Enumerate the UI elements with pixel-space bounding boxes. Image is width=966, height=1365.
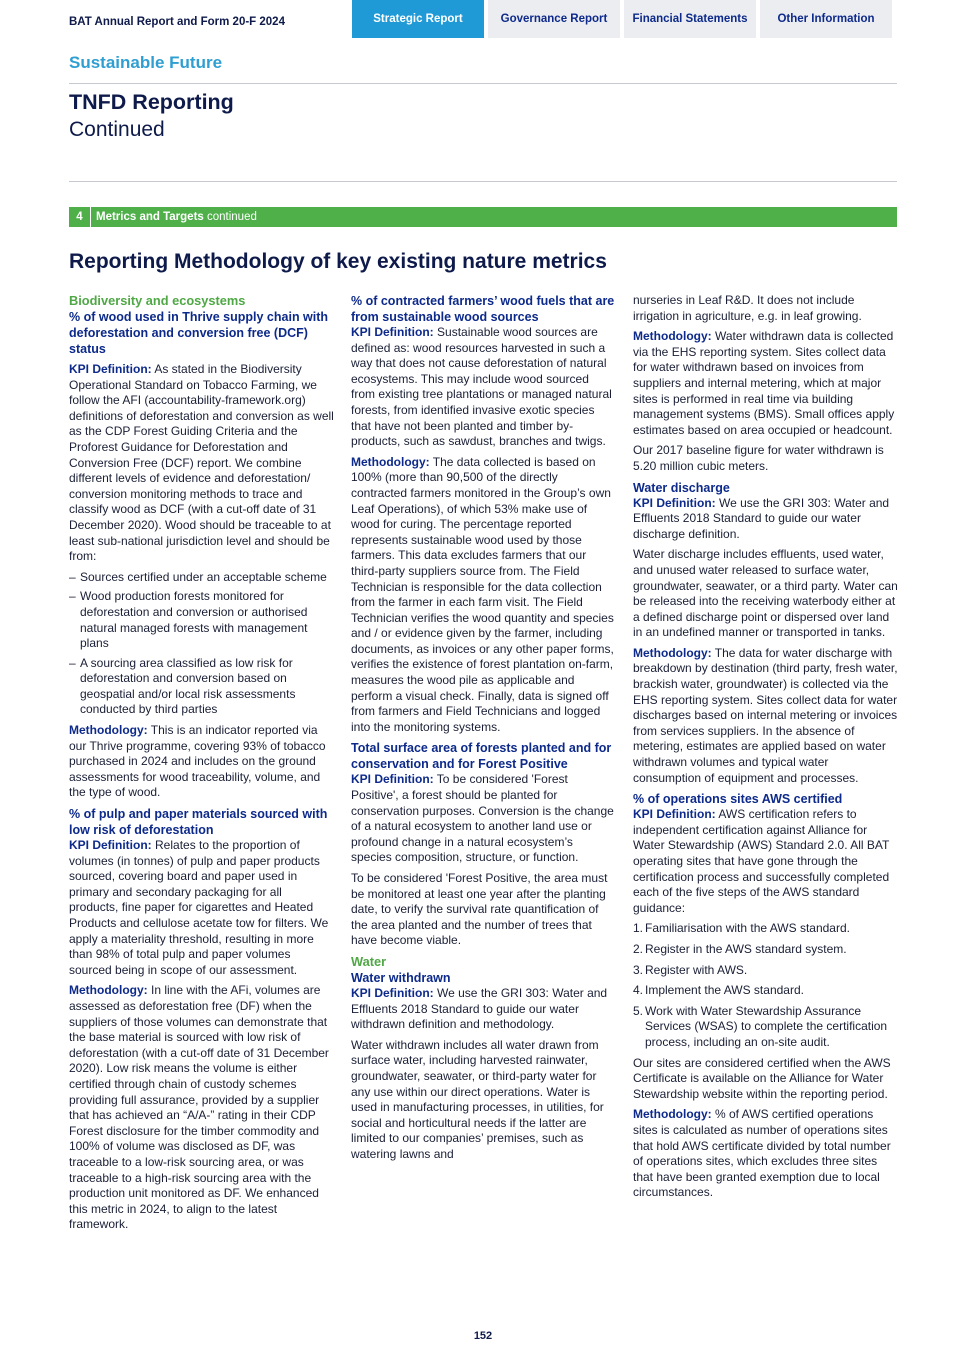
list-item [633, 921, 898, 937]
page-title: TNFD Reporting [69, 90, 234, 114]
kpi-label: KPI Definition: [69, 362, 152, 376]
aws-steps-list [633, 921, 898, 1050]
paragraph [633, 646, 898, 786]
paragraph: Our sites are considered certified when the AWS Certificate is available on the Alliance for Water Stewardship website within the reporting period. [633, 1055, 891, 1101]
step-text: Register with AWS. [645, 962, 748, 977]
paragraph [633, 496, 898, 543]
paragraph: Our 2017 baseline figure for water withdrawn is 5.20 million cubic meters. [633, 443, 884, 473]
paragraph-text: This is an indicator reported via our Thrive programme, covering 93% of tobacco purchased in 2024 and includes on the ground assessments for wood traceability, volume, and the type of wood. [69, 723, 326, 800]
page-subtitle: Continued [69, 118, 165, 141]
methodology-label: Methodology: [69, 723, 148, 738]
step-number: 3. [633, 962, 644, 977]
step-text: Register in the AWS standard system. [645, 941, 847, 956]
kpi-label: KPI Definition: [633, 807, 716, 822]
column-1 [69, 293, 334, 1238]
metric-heading: Water withdrawn [351, 970, 451, 985]
paragraph-text: As stated in the Biodiversity Operational Standard on Tobacco Farming, we follow the AFI (accountability-framework.org) definitions of deforestation and conversion as well as the CDP Forest Guiding Criteria and the Proforest Guidance for Deforestation and Conversion Free (DCF) report. We combine different levels of evidence and deforestation/ conversion monitoring methods to trace and classify wood as DCF (with a cut-off date of 31 December 2020). Wood should be traceable to at least sub-national jurisdiction level and should be from: [69, 362, 334, 564]
section-bar-suffix: continued [207, 211, 257, 223]
step-number: 4. [633, 983, 644, 998]
water-heading: Water [351, 953, 387, 969]
paragraph-text: We use the GRI 303: Water and Effluents 2018 Standard to guide our water discharge definition. [633, 495, 890, 541]
paragraph [351, 455, 616, 736]
methodology-label: Methodology: [69, 983, 148, 998]
tab-governance-report[interactable]: Governance Report [488, 0, 620, 38]
list-item [633, 1004, 898, 1051]
column-2 [351, 293, 616, 1168]
kpi-label: KPI Definition: [351, 325, 434, 339]
paragraph: To be considered 'Forest Positive, the area must be monitored at least one year after the planting date, to verify the survival rate quantification of the area planted and the number of trees that have become viable. [351, 871, 608, 948]
paragraph [351, 986, 616, 1033]
tab-strategic-report[interactable]: Strategic Report [352, 0, 484, 38]
metric-heading: % of wood used in Thrive supply chain with deforestation and conversion free (DCF) status [69, 310, 329, 356]
step-number: 5. [633, 1003, 644, 1018]
tab-financial-statements[interactable]: Financial Statements [624, 0, 756, 38]
section-number: 4 [69, 207, 91, 227]
paragraph-text: Sustainable wood sources are defined as: wood resources harvested in such a way that does not cause deforestation of natural ecosystems. This may include wood sourced from existing tree plantations or managed natural forests, from identified invasive exotic species that have not been planted and timber by-products, such as sawdust, branches and twigs. [351, 325, 612, 449]
paragraph [69, 838, 334, 978]
step-number: 2. [633, 941, 644, 956]
metric-heading: Total surface area of forests planted and for conservation and for Forest Positive [351, 741, 612, 772]
paragraph [69, 362, 334, 565]
list-item: – Sources certified under an acceptable scheme [69, 570, 334, 586]
main-heading: Reporting Methodology of key existing nature metrics [69, 250, 607, 273]
step-text: Implement the AWS standard. [645, 983, 804, 998]
kpi-label: KPI Definition: [351, 985, 434, 1000]
step-text: Familiarisation with the AWS standard. [645, 921, 850, 936]
step-text: Work with Water Stewardship Assurance Services (WSAS) to complete the certification process, including an on-site audit. [645, 1003, 888, 1049]
biodiversity-heading: Biodiversity and ecosystems [69, 293, 246, 308]
paragraph [633, 1107, 898, 1201]
step-number: 1. [633, 921, 644, 936]
report-title: BAT Annual Report and Form 20-F 2024 [69, 16, 285, 28]
section-bar-text [91, 211, 257, 223]
section-bar-title: Metrics and Targets [96, 211, 204, 223]
paragraph [351, 325, 616, 450]
methodology-label: Methodology: [633, 645, 712, 660]
divider [69, 83, 897, 84]
paragraph-text: To be considered 'Forest Positive', a forest should be planted for conservation purposes. Conversion is the change of a natural ecosystem to another land use or profound change in a natural ecosystem’s species composition, structure, or function. [351, 772, 614, 865]
paragraph: Water discharge includes effluents, used water, and unused water released to surface water, groundwater, seawater, or a third party. Water can be released into the receiving waterbody either at a defined discharge point or dispersed over land in an undefined manner or transported in tanks. [633, 547, 898, 640]
page-number: 152 [473, 1330, 493, 1342]
divider [69, 181, 897, 182]
section-label: Sustainable Future [69, 53, 223, 72]
paragraph [633, 807, 898, 916]
methodology-label: Methodology: [351, 454, 430, 469]
list-item: – A sourcing area classified as low risk for deforestation and conversion based on geospatial and/or local risk assessments conducted by third parties [69, 656, 334, 718]
paragraph: Water withdrawn includes all water drawn from surface water, including harvested rainwater, groundwater, seawater, or third-party water for any use within our direct operations. Water is used in manufacturing processes, in utilities, for social and horticultural needs if the latter are limited to our companies’ premises, such as watering lawns and [351, 1037, 604, 1161]
tab-other-information[interactable]: Other Information [760, 0, 892, 38]
metric-heading: % of operations sites AWS certified [633, 792, 843, 807]
paragraph-text: AWS certification refers to independent certification against Alliance for Water Stewardship (AWS) Standard 2.0. All BAT operating sites that have gone through the certification process and successfully completed each of the five steps of the AWS standard guidance: [633, 807, 890, 915]
paragraph [351, 772, 616, 866]
kpi-label: KPI Definition: [633, 495, 716, 510]
list-item: – Wood production forests monitored for deforestation and conversion or authorised natural managed forests with management plans [69, 589, 334, 651]
paragraph [69, 983, 334, 1233]
paragraph-text: % of AWS certified operations sites is calculated as number of operations sites that hold AWS certificate divided by total number of operations sites, which excludes three sites that have been granted exemption due to local circumstances. [633, 1107, 891, 1200]
paragraph [69, 723, 334, 801]
paragraph: nurseries in Leaf R&D. It does not include irrigation in agriculture, e.g. in leaf growing. [633, 293, 862, 323]
section-bar [69, 207, 897, 227]
metric-heading: % of pulp and paper materials sourced with low risk of deforestation [69, 807, 328, 838]
paragraph-text: We use the GRI 303: Water and Effluents 2018 Standard to guide our water withdrawn definition and methodology. [351, 985, 608, 1032]
list-item [633, 963, 898, 979]
paragraph-text: The data collected is based on 100% (more than 90,500 of the directly contracted farmers monitored in the Group’s own Leaf Operations), of which 53% make use of wood for curing. The percentage reported represents sustainable wood used by those farmers. This data excludes farmers that our third-party suppliers source from. The Field Technician is responsible for the data collection from the farmer in each farm visit. The Field Technician verifies the wood quantity and species and / or evidence given by the farmer, including documents, as invoices or any other paper forms, verifies the existence of forest plantation on-farm, measures the wood pile as applicable and perform a visual check. Finally, data is signed off from farmers and Field Technicians and logged into the monitoring systems. [351, 454, 614, 734]
source-list [69, 570, 334, 718]
paragraph-text: Relates to the proportion of volumes (in tonnes) of pulp and paper products sourced, covering board and paper used in primary and secondary packaging for all products, fine paper for cigarettes and Heated Products and cellulose acetate tow for filters. We apply a materiality threshold, resulting in more than 98% of total pulp and paper volumes sourced being in scope of our assessment. [69, 838, 329, 977]
section-tabs [352, 0, 892, 38]
list-item [633, 942, 898, 958]
paragraph-text: The data for water discharge with breakdown by destination (third party, fresh water, brackish water, groundwater) is collected via the EHS reporting system. Sites collect data for water discharges based on internal metering or invoices from services suppliers. In the absence of metering, estimates are applied based on water withdrawn volumes and typical water consumption of equipment and processes. [633, 645, 898, 785]
paragraph [633, 329, 898, 438]
methodology-label: Methodology: [633, 1107, 712, 1122]
list-item [633, 983, 898, 999]
metric-heading: % of contracted farmers’ wood fuels that are from sustainable wood sources [351, 294, 615, 324]
top-header [0, 0, 966, 38]
methodology-label: Methodology: [633, 329, 712, 344]
paragraph-text: Water withdrawn data is collected via the EHS reporting system. Sites collect data for water withdrawn based on invoices from suppliers and internal metering, which at major sites is performed in real time via building management systems (BMS). Small offices apply estimates based on area occupied or headcount. [633, 329, 895, 437]
column-3 [633, 293, 898, 1206]
paragraph-text: In line with the AFi, volumes are assessed as deforestation free (DF) when the suppliers of those volumes can demonstrate that the base material is sourced with low risk of deforestation (with a cut-off date of 31 December 2020). Low risk means the volume is either certified through chain of custody schemes providing full assurance, provided by a supplier that has achieved an “A/A-” rating in their CDP Forest disclosure for the timber commodity and 100% of volume was disclosed as DF, was traceable to a low-risk sourcing area, or was traceable to a high-risk sourcing area with the production unit monitored as DF. We enhanced this metric in 2024, to align to the latest framework. [69, 983, 329, 1232]
kpi-label: KPI Definition: [69, 838, 152, 853]
kpi-label: KPI Definition: [351, 772, 434, 787]
metric-heading: Water discharge [633, 480, 730, 495]
